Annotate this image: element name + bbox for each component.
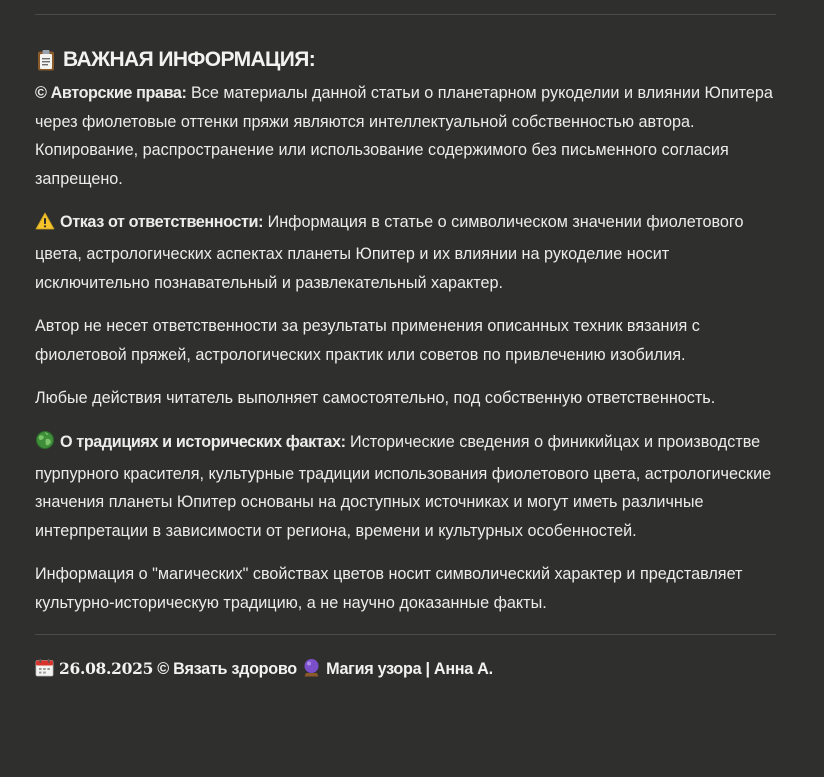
important-info-heading bbox=[35, 46, 776, 74]
traditions-paragraph bbox=[35, 428, 776, 545]
disclaimer-paragraph bbox=[35, 208, 776, 297]
disclaimer-section bbox=[35, 0, 776, 685]
bottom-divider bbox=[35, 634, 776, 635]
warning-icon bbox=[35, 211, 55, 240]
footer-date: 26.08.2025 bbox=[59, 658, 154, 678]
liability-paragraph: Автор не несет ответственности за результаты применения описанных техник вязания с фиолетовой пряжей, астрологических практик или советов по привлечению изобилия. bbox=[35, 317, 700, 364]
magic-paragraph: Информация о "магических" свойствах цветов носит символический характер и представляет культурно-историческую традицию, а не научно доказанные факты. bbox=[35, 565, 743, 612]
footer-site: © Вязать здорово bbox=[157, 659, 297, 678]
footer bbox=[35, 656, 776, 685]
clipboard-icon bbox=[35, 49, 57, 71]
globe-icon bbox=[35, 430, 55, 460]
disclaimer-text: Информация в статье о символическом значении фиолетового цвета, астрологических аспектах планеты Юпитер и их влиянии на рукоделие носит исключительно познавательный и развлекательный характер. bbox=[35, 213, 744, 292]
disclaimer-label: Отказ от ответственности: bbox=[60, 213, 264, 232]
heading-title: ВАЖНАЯ ИНФОРМАЦИЯ: bbox=[63, 48, 316, 71]
actions-paragraph: Любые действия читатель выполняет самостоятельно, под собственную ответственность. bbox=[35, 389, 716, 408]
crystal-ball-icon bbox=[302, 658, 321, 685]
traditions-label: О традициях и исторических фактах: bbox=[60, 432, 346, 451]
top-divider bbox=[35, 14, 776, 15]
footer-tagline: Магия узора | Анна А. bbox=[326, 659, 493, 678]
traditions-text: Исторические сведения о финикийцах и производстве пурпурного красителя, культурные традиции использования фиолетового цвета, астрологические значения планеты Юпитер основаны на доступных источниках и могут иметь различные интерпретации в зависимости от региона, времени и культурных особенностей. bbox=[35, 432, 772, 540]
copyright-paragraph bbox=[35, 79, 776, 193]
calendar-icon bbox=[35, 658, 54, 685]
copyright-label: © Авторские права: bbox=[35, 84, 187, 102]
copyright-text: Все материалы данной статьи о планетарном рукоделии и влиянии Юпитера через фиолетовые оттенки пряжи являются интеллектуальной собственностью автора. Копирование, распространение или использование содержимого без письменного согласия запрещено. bbox=[35, 84, 773, 188]
